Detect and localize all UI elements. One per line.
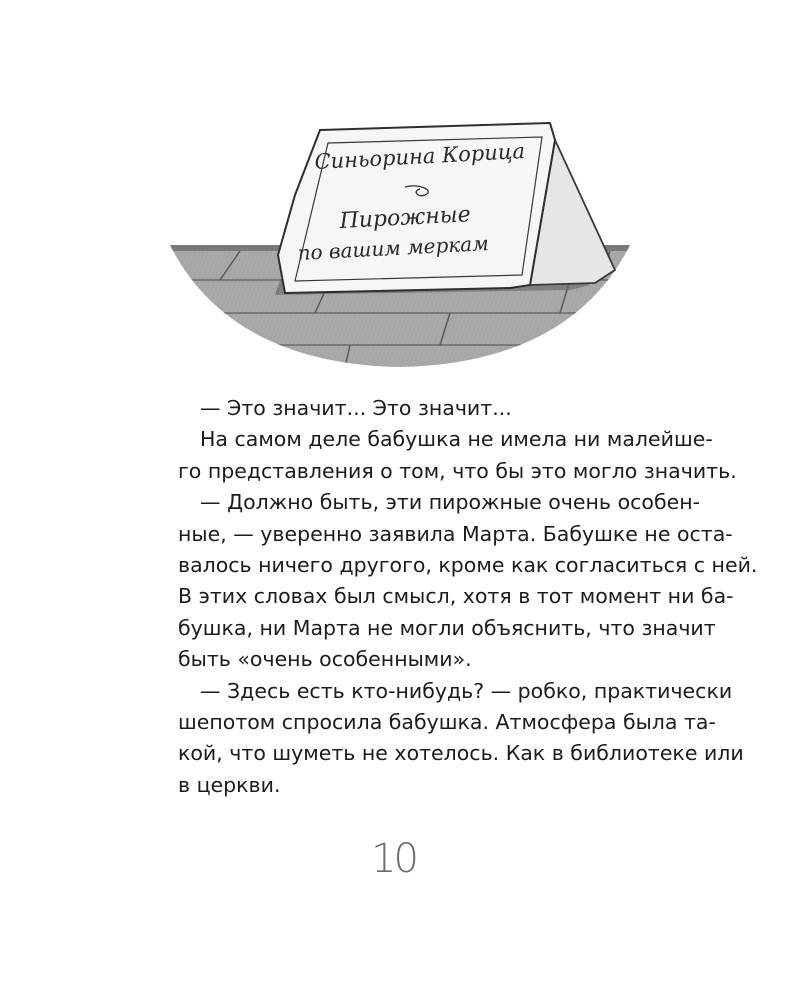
- text-line: ные, — уверенно заявила Марта. Бабушке не оста-: [178, 521, 733, 546]
- text-line: — Должно быть, эти пирожные очень особен-: [200, 490, 700, 515]
- page-number: 10: [371, 836, 416, 882]
- text-line: — Это значит... Это значит...: [200, 396, 512, 420]
- text-line: бушка, ни Марта не могли объяснить, что значит: [178, 615, 716, 640]
- text-line: кой, что шуметь не хотелось. Как в библиотеке или: [178, 741, 744, 766]
- text-line: В этих словах был смысл, хотя в тот момент ни ба-: [178, 584, 734, 609]
- sign-line-1: Синьорина Корица: [314, 139, 526, 174]
- text-line: го представления о том, что бы это могло значить.: [178, 458, 737, 483]
- story-text: [178, 393, 758, 801]
- text-line: шепотом спросила бабушка. Атмосфера была та-: [178, 709, 716, 734]
- sign-illustration: [150, 95, 650, 375]
- sign-line-2: Пирожные: [339, 202, 472, 234]
- text-line: — Здесь есть кто-нибудь? — робко, практически: [200, 678, 733, 703]
- text-line: На самом деле бабушка не имела ни малейше-: [200, 427, 713, 452]
- text-line: быть «очень особенными».: [178, 647, 472, 672]
- sign-line-3: по вашим меркам: [297, 231, 490, 265]
- text-line: валось ничего другого, кроме как согласиться с ней.: [178, 552, 758, 577]
- text-line: в церкви.: [178, 772, 281, 797]
